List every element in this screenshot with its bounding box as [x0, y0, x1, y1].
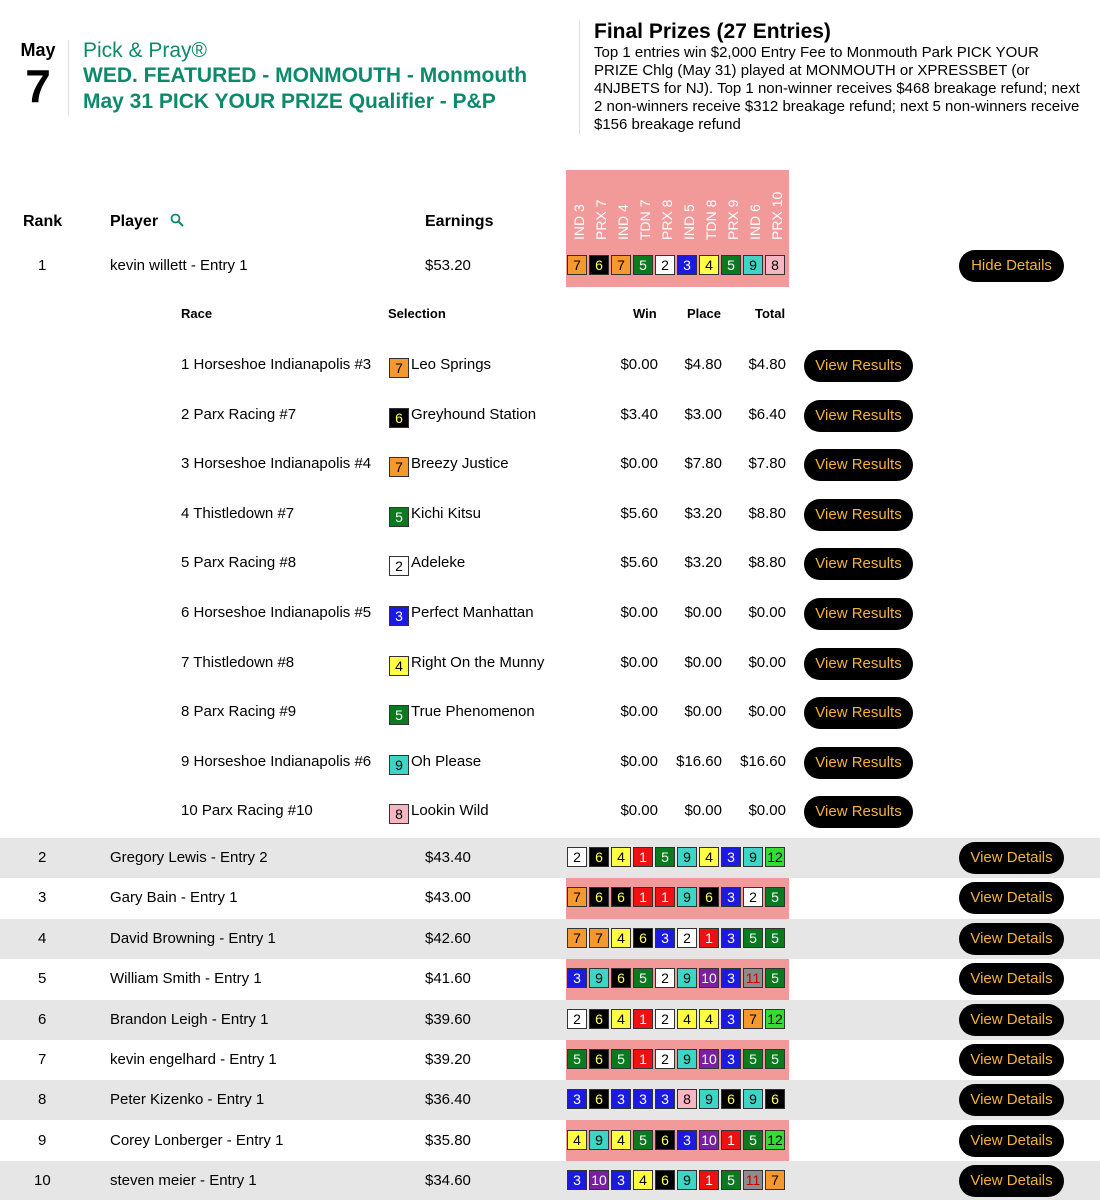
detail-row	[0, 394, 1100, 434]
saddle-cloth-pick: 7	[567, 255, 587, 275]
saddle-cloth-pick: 9	[589, 968, 609, 988]
table-row[interactable]	[0, 919, 1100, 959]
picks-strip	[566, 838, 789, 878]
table-row[interactable]	[0, 1121, 1100, 1161]
detail-win: $0.00	[620, 604, 658, 621]
saddle-cloth-pick: 3	[677, 255, 697, 275]
saddle-cloth-pick: 5	[721, 255, 741, 275]
saddle-cloth-pick: 3	[721, 928, 741, 948]
earnings-cell: $39.20	[425, 1051, 471, 1068]
saddle-cloth-pick: 2	[655, 255, 675, 275]
race-column-header	[611, 172, 633, 240]
saddle-cloth-pick: 5	[743, 1049, 763, 1069]
saddle-cloth-pick: 7	[389, 457, 409, 477]
race-column-headers	[566, 170, 789, 242]
saddle-cloth-pick: 3	[633, 1089, 653, 1109]
race-column-label: TDN 8	[703, 199, 719, 240]
detail-horse: Lookin Wild	[411, 802, 489, 820]
detail-total: $0.00	[748, 604, 786, 621]
detail-race: 7 Thistledown #8	[181, 653, 295, 671]
rank-cell: 10	[34, 1172, 51, 1190]
detail-horse: Greyhound Station	[411, 405, 537, 423]
saddle-cloth-pick: 7	[765, 1170, 785, 1190]
saddle-cloth-pick: 6	[765, 1089, 785, 1109]
picks-strip	[566, 1121, 789, 1161]
saddle-cloth-pick: 3	[567, 1089, 587, 1109]
detail-win-header: Win	[633, 306, 657, 321]
race-column-header	[721, 172, 743, 240]
detail-horse: Oh Please	[411, 752, 482, 770]
saddle-cloth-pick: 2	[389, 556, 409, 576]
detail-row	[0, 542, 1100, 582]
rank-cell: 5	[38, 970, 47, 988]
picks-strip	[566, 959, 789, 999]
saddle-cloth-pick: 4	[699, 1009, 719, 1029]
saddle-cloth-pick: 5	[765, 928, 785, 948]
detail-total: $0.00	[748, 653, 786, 671]
saddle-cloth-pick: 9	[677, 847, 697, 867]
saddle-cloth-pick: 2	[655, 968, 675, 988]
saddle-cloth-pick: 5	[389, 507, 409, 527]
saddle-cloth-pick: 3	[655, 1089, 675, 1109]
saddle-cloth-pick: 12	[765, 1009, 785, 1029]
race-column-label: IND 3	[571, 204, 587, 240]
saddle-cloth-pick: 7	[389, 358, 409, 378]
table-row[interactable]	[0, 959, 1100, 999]
detail-place: $0.00	[684, 703, 722, 721]
detail-place-header: Place	[687, 306, 721, 321]
detail-place: $4.80	[684, 356, 722, 373]
saddle-cloth-pick: 4	[677, 1009, 697, 1029]
saddle-cloth-pick: 2	[655, 1009, 675, 1029]
saddle-cloth-pick: 6	[611, 968, 631, 988]
rank-cell: 2	[38, 849, 47, 866]
saddle-cloth-pick: 3	[611, 1170, 631, 1190]
view-details-button[interactable]: View Details	[959, 1125, 1064, 1157]
rank-cell: 9	[38, 1131, 47, 1149]
saddle-cloth-pick: 10	[589, 1170, 609, 1190]
saddle-cloth-pick: 3	[677, 1130, 697, 1150]
view-results-button[interactable]: View Results	[804, 598, 913, 630]
saddle-cloth-pick: 9	[743, 1089, 763, 1109]
saddle-cloth-pick: 9	[677, 887, 697, 907]
saddle-cloth-pick: 7	[567, 887, 587, 907]
saddle-cloth-pick: 2	[655, 1049, 675, 1069]
detail-horse: Right On the Munny	[411, 653, 545, 671]
detail-row	[0, 691, 1100, 731]
saddle-cloth-pick: 5	[389, 705, 409, 725]
saddle-cloth-pick: 10	[699, 1049, 719, 1069]
detail-place: $3.20	[684, 504, 722, 522]
view-details-button[interactable]: View Details	[959, 882, 1064, 914]
view-results-button[interactable]: View Results	[804, 350, 913, 382]
view-results-button[interactable]: View Results	[804, 697, 913, 729]
player-cell: William Smith - Entry 1	[110, 970, 262, 988]
detail-total: $0.00	[748, 703, 786, 721]
detail-row	[0, 344, 1100, 384]
table-row[interactable]	[0, 838, 1100, 878]
saddle-cloth-pick: 1	[633, 1049, 653, 1069]
saddle-cloth-pick: 4	[611, 847, 631, 867]
date-day: 7	[25, 60, 51, 112]
rank-cell: 3	[38, 889, 47, 907]
saddle-cloth-pick: 3	[389, 606, 409, 626]
picks-strip	[566, 878, 789, 918]
detail-selection-header: Selection	[388, 306, 446, 321]
saddle-cloth-pick: 6	[699, 887, 719, 907]
saddle-cloth-pick: 4	[633, 1170, 653, 1190]
detail-horse: True Phenomenon	[411, 703, 535, 721]
saddle-cloth-pick: 3	[721, 847, 741, 867]
view-results-button[interactable]: View Results	[804, 449, 913, 481]
player-cell: Brandon Leigh - Entry 1	[110, 1010, 269, 1028]
detail-total: $7.80	[748, 455, 786, 473]
saddle-cloth-pick: 5	[743, 928, 763, 948]
detail-row	[0, 741, 1100, 781]
detail-win: $0.00	[620, 802, 658, 820]
saddle-cloth-pick: 5	[633, 255, 653, 275]
detail-race: 3 Horseshoe Indianapolis #4	[181, 455, 372, 473]
table-row[interactable]	[0, 1161, 1100, 1200]
detail-race: 10 Parx Racing #10	[181, 802, 313, 820]
saddle-cloth-pick: 5	[721, 1170, 741, 1190]
earnings-cell: $36.40	[425, 1091, 471, 1109]
saddle-cloth-pick: 5	[567, 1049, 587, 1069]
detail-win: $3.40	[620, 405, 658, 423]
saddle-cloth-pick: 9	[677, 1170, 697, 1190]
contest-brand: Pick & Pray®	[83, 39, 208, 62]
race-column-label: IND 6	[747, 204, 763, 240]
saddle-cloth-pick: 4	[699, 255, 719, 275]
race-column-label: PRX 10	[769, 191, 785, 240]
view-details-button[interactable]: View Details	[959, 923, 1064, 955]
saddle-cloth-pick: 6	[721, 1089, 741, 1109]
detail-horse: Adeleke	[411, 554, 466, 572]
view-details-button[interactable]: View Details	[959, 842, 1064, 874]
view-results-button[interactable]: View Results	[804, 548, 913, 580]
saddle-cloth-pick: 6	[655, 1170, 675, 1190]
earnings-cell: $53.20	[425, 257, 471, 274]
detail-win: $5.60	[620, 554, 658, 572]
race-column-header	[589, 172, 611, 240]
player-cell: kevin willett - Entry 1	[110, 257, 248, 274]
contest-title: WED. FEATURED - MONMOUTH - Monmouth May 31 PICK YOUR PRIZE Qualifier - P&P	[83, 64, 528, 113]
saddle-cloth-pick: 4	[611, 928, 631, 948]
player-cell: Gregory Lewis - Entry 2	[110, 849, 268, 866]
saddle-cloth-pick: 5	[765, 1049, 785, 1069]
saddle-cloth-pick: 6	[633, 928, 653, 948]
detail-total: $8.80	[748, 554, 786, 572]
view-results-button[interactable]: View Results	[804, 747, 913, 779]
race-column-label: PRX 8	[659, 199, 675, 240]
picks-strip	[566, 919, 789, 959]
saddle-cloth-pick: 9	[699, 1089, 719, 1109]
search-icon[interactable]	[170, 213, 184, 227]
header-divider	[68, 40, 69, 116]
earnings-cell: $39.60	[425, 1010, 471, 1028]
saddle-cloth-pick: 6	[589, 1089, 609, 1109]
detail-win: $0.00	[620, 455, 658, 473]
race-column-header	[633, 172, 655, 240]
saddle-cloth-pick: 10	[699, 968, 719, 988]
saddle-cloth-pick: 5	[743, 1130, 763, 1150]
detail-place: $3.00	[684, 405, 722, 423]
prizes-description: Top 1 entries win $2,000 Entry Fee to Monmouth Park PICK YOUR PRIZE Chlg (May 31) played at MONMOUTH or XPRESSBET (or 4NJBETS for NJ). Top 1 non-winner receives $468 breakage refund; next 2 non-winners receive $312 breakage refund; next 5 non-winners receive $156 breakage refund	[594, 44, 1080, 133]
saddle-cloth-pick: 1	[633, 1009, 653, 1029]
saddle-cloth-pick: 8	[677, 1089, 697, 1109]
saddle-cloth-pick: 12	[765, 847, 785, 867]
detail-win: $5.60	[620, 504, 658, 522]
saddle-cloth-pick: 5	[765, 968, 785, 988]
earnings-header: Earnings	[425, 213, 494, 230]
rank-cell: 4	[38, 929, 47, 947]
saddle-cloth-pick: 11	[743, 968, 763, 988]
detail-win: $0.00	[620, 703, 658, 721]
detail-place: $0.00	[684, 604, 722, 621]
view-results-button[interactable]: View Results	[804, 499, 913, 531]
race-column-header	[677, 172, 699, 240]
detail-place: $16.60	[676, 752, 722, 770]
saddle-cloth-pick: 1	[699, 1170, 719, 1190]
saddle-cloth-pick: 9	[677, 1049, 697, 1069]
detail-row	[0, 790, 1100, 830]
detail-race: 9 Horseshoe Indianapolis #6	[181, 752, 372, 770]
saddle-cloth-pick: 5	[633, 968, 653, 988]
detail-total: $16.60	[740, 752, 786, 770]
player-cell: Gary Bain - Entry 1	[110, 889, 238, 907]
saddle-cloth-pick: 1	[721, 1130, 741, 1150]
saddle-cloth-pick: 1	[633, 887, 653, 907]
detail-total-header: Total	[755, 306, 786, 321]
table-row[interactable]	[0, 1040, 1100, 1080]
earnings-cell: $35.80	[425, 1131, 471, 1149]
rank-cell: 7	[38, 1051, 47, 1068]
view-results-button[interactable]: View Results	[804, 648, 913, 680]
saddle-cloth-pick: 12	[765, 1130, 785, 1150]
detail-horse: Kichi Kitsu	[411, 504, 482, 522]
detail-race: 1 Horseshoe Indianapolis #3	[181, 356, 372, 373]
picks-strip	[566, 1040, 789, 1080]
contest-date	[18, 40, 58, 111]
race-column-header	[765, 172, 787, 240]
detail-total: $6.40	[748, 405, 786, 423]
saddle-cloth-pick: 9	[743, 847, 763, 867]
rank-header: Rank	[23, 213, 63, 230]
detail-race-header: Race	[181, 306, 213, 321]
saddle-cloth-pick: 3	[721, 887, 741, 907]
race-column-label: IND 4	[615, 204, 631, 240]
picks-strip	[566, 1080, 789, 1120]
detail-row	[0, 592, 1100, 632]
detail-race: 8 Parx Racing #9	[181, 703, 297, 721]
saddle-cloth-pick: 3	[655, 928, 675, 948]
date-month: May	[20, 40, 56, 60]
view-details-button[interactable]: View Details	[959, 1004, 1064, 1036]
earnings-cell: $41.60	[425, 970, 471, 988]
table-row[interactable]	[0, 1000, 1100, 1040]
prizes-info	[594, 20, 1084, 134]
saddle-cloth-pick: 5	[633, 1130, 653, 1150]
saddle-cloth-pick: 9	[677, 968, 697, 988]
player-cell: kevin engelhard - Entry 1	[110, 1051, 277, 1068]
picks-strip	[566, 1000, 789, 1040]
saddle-cloth-pick: 7	[743, 1009, 763, 1029]
picks-strip	[566, 1161, 789, 1200]
saddle-cloth-pick: 4	[389, 656, 409, 676]
contest-info	[83, 38, 573, 115]
race-column-header	[743, 172, 765, 240]
saddle-cloth-pick: 4	[611, 1009, 631, 1029]
race-column-label: IND 5	[681, 204, 697, 240]
detail-place: $3.20	[684, 554, 722, 572]
saddle-cloth-pick: 2	[743, 887, 763, 907]
saddle-cloth-pick: 9	[389, 755, 409, 775]
saddle-cloth-pick: 3	[721, 1049, 741, 1069]
saddle-cloth-pick: 2	[567, 1009, 587, 1029]
rank-cell: 8	[38, 1091, 47, 1109]
saddle-cloth-pick: 1	[633, 847, 653, 867]
detail-win: $0.00	[620, 356, 658, 373]
saddle-cloth-pick: 9	[589, 1130, 609, 1150]
player-cell: Corey Lonberger - Entry 1	[110, 1131, 284, 1149]
saddle-cloth-pick: 5	[611, 1049, 631, 1069]
view-details-button[interactable]: View Details	[959, 1044, 1064, 1076]
saddle-cloth-pick: 7	[611, 255, 631, 275]
detail-place: $0.00	[684, 653, 722, 671]
detail-row	[0, 642, 1100, 682]
saddle-cloth-pick: 8	[389, 804, 409, 824]
saddle-cloth-pick: 6	[589, 847, 609, 867]
prizes-title: Final Prizes (27 Entries)	[594, 20, 831, 43]
saddle-cloth-pick: 6	[589, 887, 609, 907]
saddle-cloth-pick: 8	[765, 255, 785, 275]
saddle-cloth-pick: 10	[699, 1130, 719, 1150]
rank-cell: 6	[38, 1010, 47, 1028]
saddle-cloth-pick: 6	[589, 1049, 609, 1069]
saddle-cloth-pick: 1	[699, 928, 719, 948]
detail-place: $7.80	[684, 455, 722, 473]
saddle-cloth-pick: 7	[567, 928, 587, 948]
detail-race: 2 Parx Racing #7	[181, 405, 297, 423]
detail-row	[0, 443, 1100, 483]
race-column-label: PRX 7	[593, 199, 609, 240]
saddle-cloth-pick: 2	[677, 928, 697, 948]
saddle-cloth-pick: 6	[389, 408, 409, 428]
detail-horse: Leo Springs	[411, 356, 492, 373]
race-column-header	[699, 172, 721, 240]
detail-total: $8.80	[748, 504, 786, 522]
view-details-button[interactable]: View Details	[959, 1165, 1064, 1197]
player-cell: steven meier - Entry 1	[110, 1172, 257, 1190]
saddle-cloth-pick: 3	[721, 1009, 741, 1029]
earnings-cell: $34.60	[425, 1172, 471, 1190]
detail-race: 4 Thistledown #7	[181, 504, 295, 522]
saddle-cloth-pick: 7	[589, 928, 609, 948]
header-divider	[579, 20, 580, 134]
race-column-label: TDN 7	[637, 199, 653, 240]
saddle-cloth-pick: 1	[655, 887, 675, 907]
detail-total: $4.80	[748, 356, 786, 373]
saddle-cloth-pick: 4	[699, 847, 719, 867]
hide-details-button[interactable]: Hide Details	[959, 250, 1064, 282]
detail-total: $0.00	[748, 802, 786, 820]
table-row[interactable]	[0, 878, 1100, 918]
saddle-cloth-pick: 5	[655, 847, 675, 867]
saddle-cloth-pick: 3	[611, 1089, 631, 1109]
table-row-expanded[interactable]	[0, 246, 1100, 286]
detail-horse: Breezy Justice	[411, 455, 509, 473]
detail-horse: Perfect Manhattan	[411, 604, 534, 621]
saddle-cloth-pick: 6	[589, 255, 609, 275]
table-row[interactable]	[0, 1080, 1100, 1120]
race-column-header	[655, 172, 677, 240]
detail-place: $0.00	[684, 802, 722, 820]
earnings-cell: $43.00	[425, 889, 471, 907]
rank-cell: 1	[38, 257, 47, 274]
earnings-cell: $43.40	[425, 849, 471, 866]
saddle-cloth-pick: 4	[567, 1130, 587, 1150]
saddle-cloth-pick: 2	[567, 847, 587, 867]
saddle-cloth-pick: 5	[765, 887, 785, 907]
detail-win: $0.00	[620, 653, 658, 671]
race-column-header	[567, 172, 589, 240]
saddle-cloth-pick: 6	[611, 887, 631, 907]
saddle-cloth-pick: 11	[743, 1170, 763, 1190]
saddle-cloth-pick: 4	[611, 1130, 631, 1150]
view-results-button[interactable]: View Results	[804, 796, 913, 828]
view-results-button[interactable]: View Results	[804, 400, 913, 432]
player-header: Player	[110, 213, 159, 230]
detail-race: 6 Horseshoe Indianapolis #5	[181, 604, 372, 621]
saddle-cloth-pick: 3	[567, 1170, 587, 1190]
saddle-cloth-pick: 6	[589, 1009, 609, 1029]
detail-row	[0, 493, 1100, 533]
player-cell: Peter Kizenko - Entry 1	[110, 1091, 265, 1109]
view-details-button[interactable]: View Details	[959, 1084, 1064, 1116]
detail-race: 5 Parx Racing #8	[181, 554, 297, 572]
player-cell: David Browning - Entry 1	[110, 929, 276, 947]
saddle-cloth-pick: 3	[721, 968, 741, 988]
race-column-label: PRX 9	[725, 199, 741, 240]
picks-strip	[566, 246, 789, 287]
saddle-cloth-pick: 9	[743, 255, 763, 275]
detail-win: $0.00	[620, 752, 658, 770]
view-details-button[interactable]: View Details	[959, 963, 1064, 995]
saddle-cloth-pick: 3	[567, 968, 587, 988]
earnings-cell: $42.60	[425, 929, 471, 947]
saddle-cloth-pick: 6	[655, 1130, 675, 1150]
